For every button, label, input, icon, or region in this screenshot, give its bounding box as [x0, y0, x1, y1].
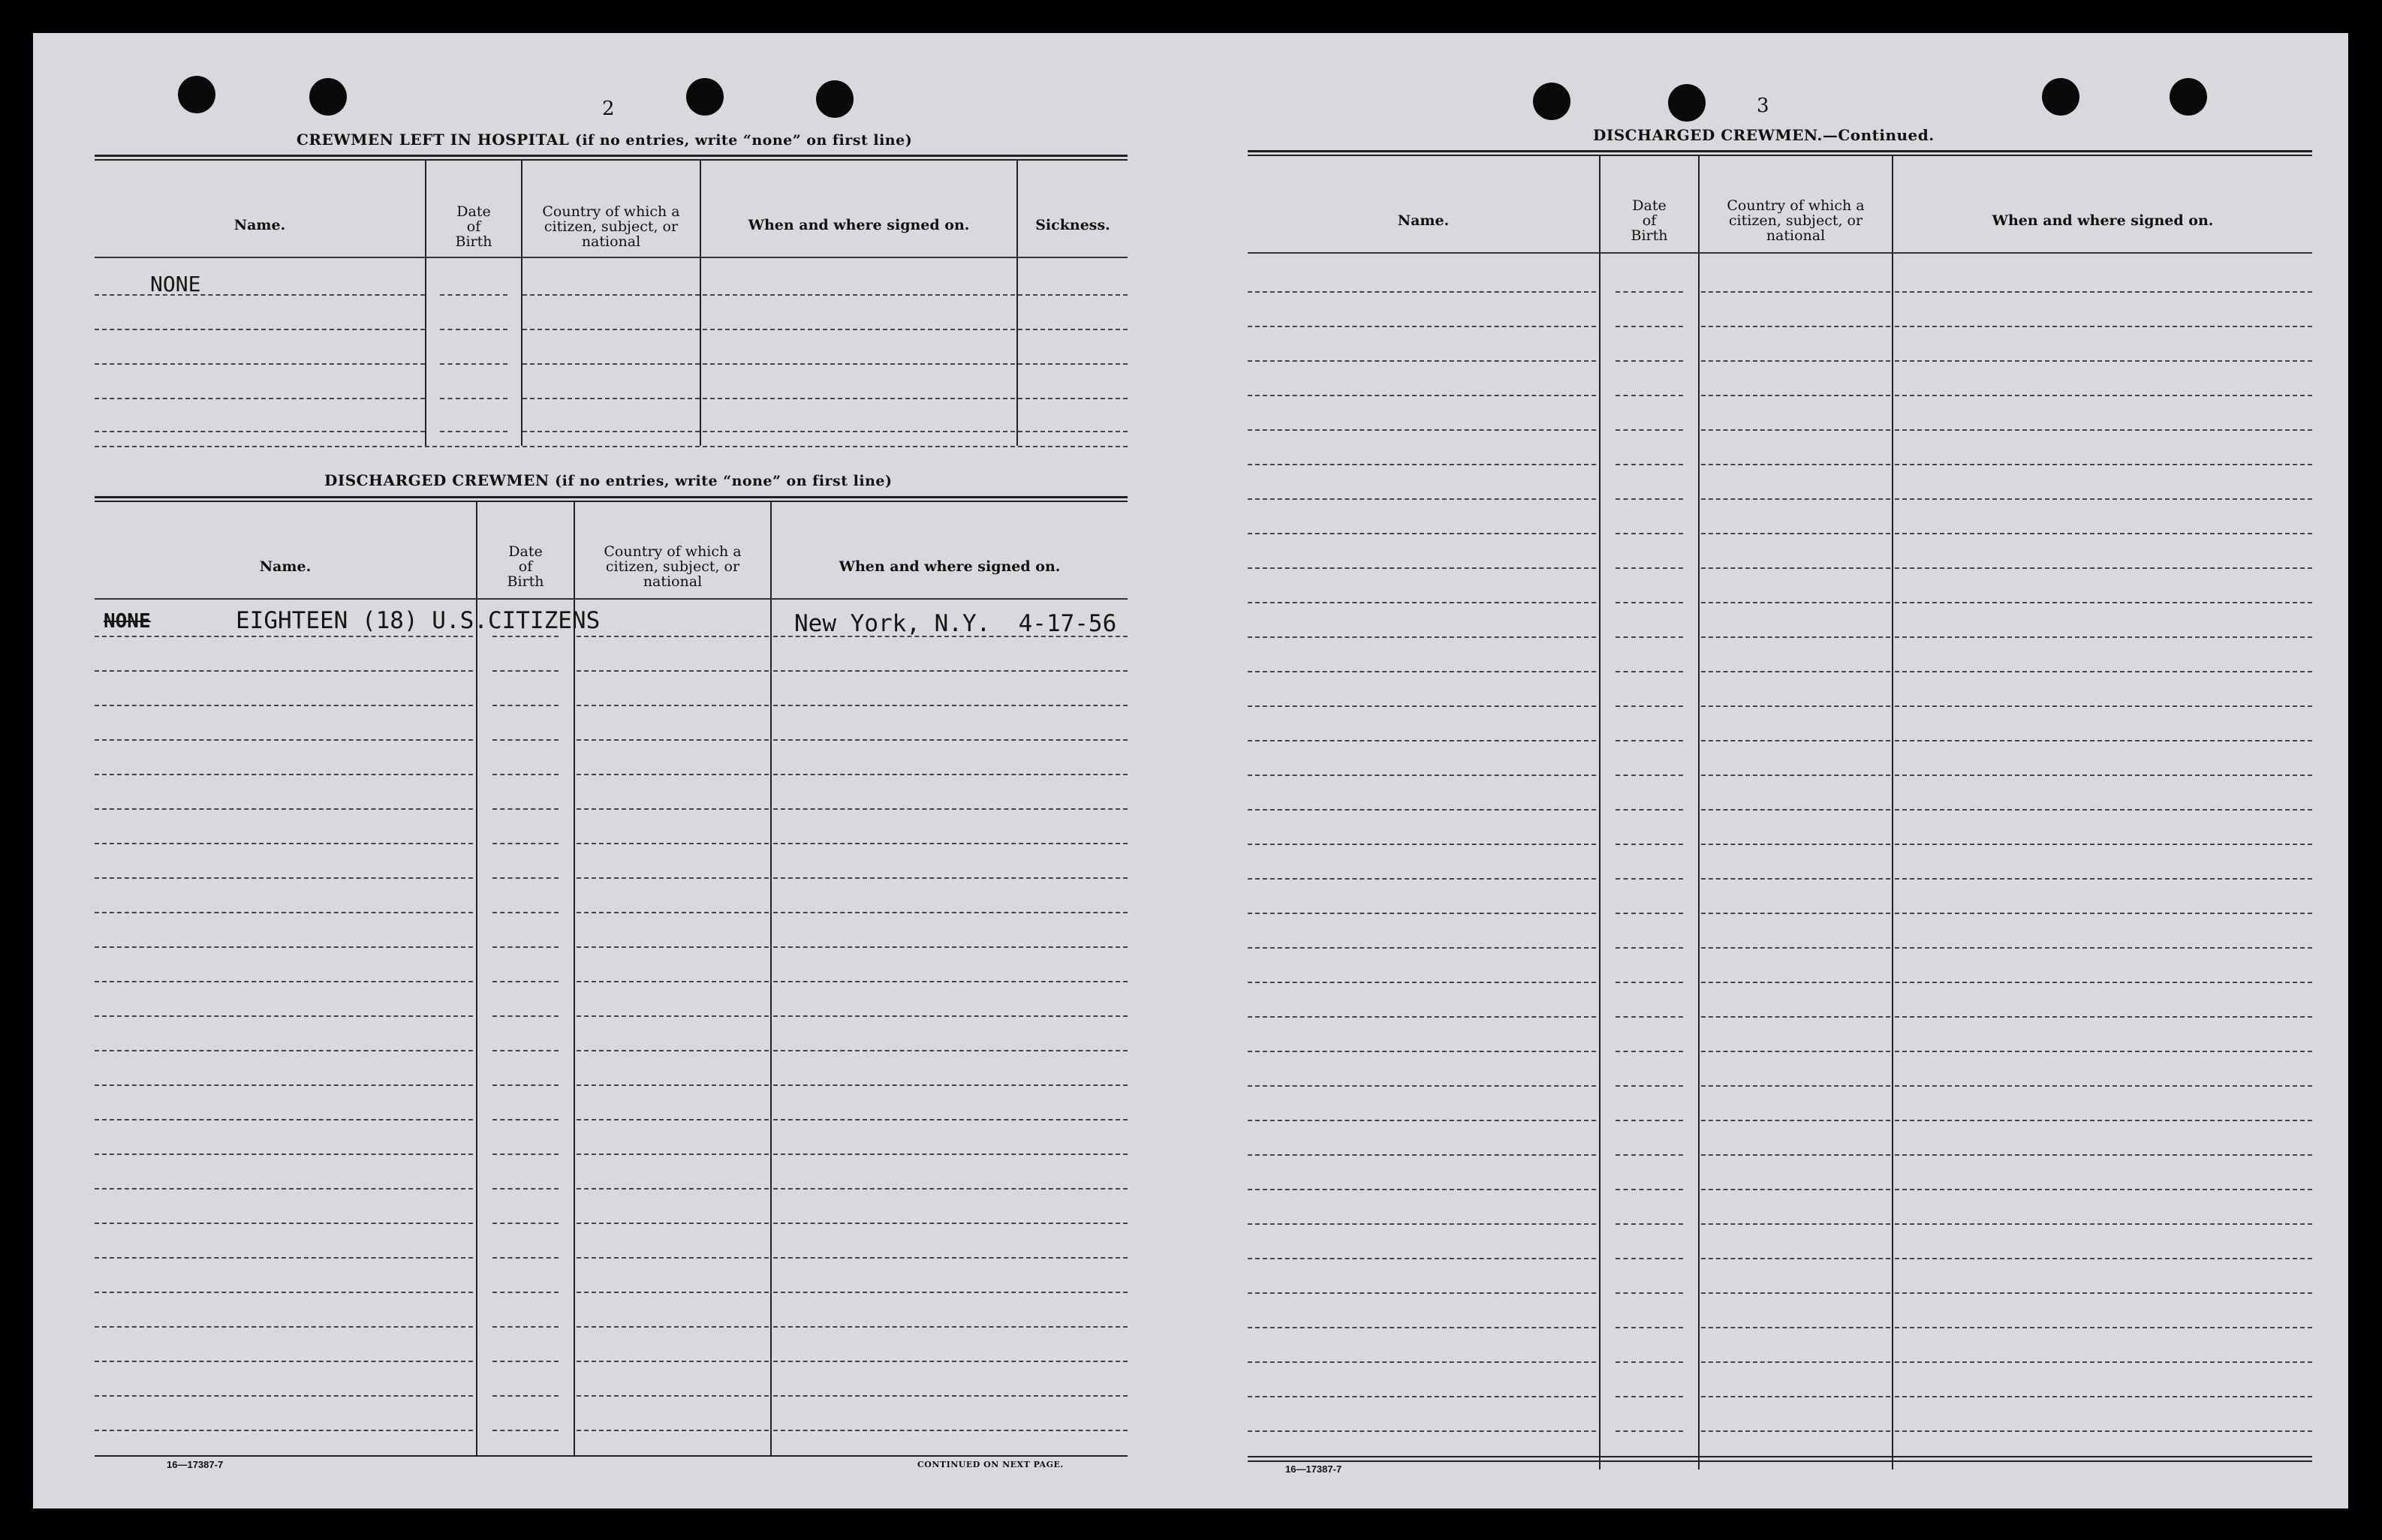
- entry-line: [773, 877, 1128, 879]
- entry-line: [1701, 1292, 1890, 1294]
- entry-line: [1248, 1016, 1596, 1018]
- entry-line: [577, 1119, 769, 1120]
- entry-line: [1616, 947, 1683, 949]
- entry-line: [577, 705, 769, 706]
- entry-line: [1895, 1223, 2312, 1225]
- entry-line: [1248, 1154, 1596, 1156]
- entry-line: [1248, 913, 1596, 914]
- entry-line: [1895, 1430, 2312, 1432]
- entry-line: [1701, 1327, 1890, 1328]
- punch-hole: [2042, 78, 2079, 116]
- entry-line: [1895, 1396, 2312, 1397]
- punch-hole: [178, 76, 215, 113]
- entry-line: [1895, 636, 2312, 638]
- entry-line: [1616, 567, 1683, 569]
- col-header-signed: When and where signed on.: [1992, 212, 2214, 229]
- col-header-country: Country of which a citizen, subject, or national: [604, 543, 742, 590]
- entry-line: [1701, 602, 1890, 603]
- entry-line: [1616, 1258, 1683, 1259]
- entry-line: [577, 670, 769, 672]
- entry-line: [1895, 947, 2312, 949]
- continued-note: CONTINUED ON NEXT PAGE.: [917, 1460, 1064, 1469]
- entry-line: [1701, 982, 1890, 983]
- entry-line: [1895, 1258, 2312, 1259]
- entry-line: [1895, 326, 2312, 327]
- entry-line: [1701, 533, 1890, 534]
- entry-line: [1248, 498, 1596, 500]
- entry-line: [1701, 326, 1890, 327]
- entry-line: [773, 774, 1128, 775]
- entry-line: [1248, 1258, 1596, 1259]
- continued-section-title: DISCHARGED CREWMEN.—Continued.: [1593, 126, 1935, 144]
- entry-line: [1895, 1120, 2312, 1121]
- hospital-title-text: CREWMEN LEFT IN HOSPITAL: [297, 131, 570, 149]
- entry-line: [492, 1119, 559, 1120]
- entry-line: [773, 912, 1128, 913]
- entry-line: [773, 1292, 1128, 1293]
- entry-line: [492, 1084, 559, 1086]
- entry-line: [1701, 671, 1890, 672]
- punch-hole: [309, 78, 347, 116]
- entry-line: [492, 705, 559, 706]
- col-header-dob: Date of Birth: [455, 203, 492, 250]
- entry-line: [1895, 533, 2312, 534]
- entry-line: [1616, 1327, 1683, 1328]
- entry-line: [1701, 1051, 1890, 1052]
- entry-line: [1895, 913, 2312, 914]
- entry-line: [1248, 947, 1596, 949]
- entry-line: [773, 981, 1128, 982]
- entry-line: [773, 843, 1128, 844]
- entry-line: [1895, 671, 2312, 672]
- entry-line: [95, 1015, 473, 1017]
- entry-line: [1616, 498, 1683, 500]
- entry-line: [1701, 567, 1890, 569]
- entry-line: [1701, 809, 1890, 811]
- discharged-entry-signed: New York, N.Y. 4-17-56: [794, 610, 1117, 637]
- entry-line: [1701, 1085, 1890, 1087]
- punch-hole: [686, 78, 724, 116]
- col-header-dob: Date of Birth: [507, 543, 544, 590]
- entry-line: [1895, 1189, 2312, 1190]
- entry-line: [1248, 429, 1596, 431]
- entry-line: [1616, 395, 1683, 396]
- page-number: 2: [602, 98, 615, 120]
- entry-line: [773, 1153, 1128, 1155]
- entry-line: [1701, 291, 1890, 293]
- entry-line: [1616, 291, 1683, 293]
- entry-line: [773, 1188, 1128, 1190]
- entry-line: [1248, 291, 1596, 293]
- entry-line: [1701, 1223, 1890, 1225]
- entry-line: [1895, 705, 2312, 707]
- entry-line: [1701, 498, 1890, 500]
- entry-line: [1616, 1154, 1683, 1156]
- entry-line: [95, 670, 473, 672]
- entry-line: [95, 877, 473, 879]
- entry-line: [492, 808, 559, 810]
- entry-line: [1895, 567, 2312, 569]
- entry-line: [1616, 464, 1683, 465]
- entry-line: [1701, 878, 1890, 880]
- hospital-entry: NONE: [150, 272, 201, 296]
- discharged-table: [95, 496, 1128, 1472]
- entry-line: [577, 1361, 769, 1362]
- entry-line: [95, 1119, 473, 1120]
- entry-line: [492, 1050, 559, 1051]
- entry-line: [773, 1223, 1128, 1224]
- entry-line: [1616, 1396, 1683, 1397]
- entry-line: [95, 1050, 473, 1051]
- entry-line: [577, 946, 769, 948]
- form-number: 16—17387-7: [167, 1459, 224, 1470]
- entry-line: [577, 1430, 769, 1431]
- entry-line: [95, 739, 473, 741]
- entry-line: [1248, 705, 1596, 707]
- entry-line: [492, 912, 559, 913]
- punch-hole: [1668, 84, 1706, 122]
- col-header-country: Country of which a citizen, subject, or national: [1727, 197, 1865, 244]
- entry-line: [773, 1257, 1128, 1259]
- entry-line: [1895, 878, 2312, 880]
- entry-line: [1701, 464, 1890, 465]
- entry-line: [773, 670, 1128, 672]
- entry-line: [492, 1292, 559, 1293]
- entry-line: [95, 1223, 473, 1224]
- entry-line: [1895, 982, 2312, 983]
- entry-line: [492, 1361, 559, 1362]
- entry-line: [492, 946, 559, 948]
- entry-line: [1895, 498, 2312, 500]
- entry-line: [1616, 326, 1683, 327]
- entry-line: [773, 1395, 1128, 1397]
- entry-line: [1895, 809, 2312, 811]
- entry-line: [492, 636, 559, 637]
- entry-line: [1616, 671, 1683, 672]
- entry-line: [492, 670, 559, 672]
- entry-line: [95, 912, 473, 913]
- entry-line: [577, 1395, 769, 1397]
- entry-line: [492, 1015, 559, 1017]
- entry-line: [492, 1326, 559, 1328]
- entry-line: [1248, 636, 1596, 638]
- entry-line: [577, 774, 769, 775]
- entry-line: [1616, 636, 1683, 638]
- entry-line: [492, 1188, 559, 1190]
- entry-line: [95, 1153, 473, 1155]
- entry-line: [577, 912, 769, 913]
- entry-line: [1616, 429, 1683, 431]
- hospital-instruction: (if no entries, write “none” on first line): [574, 132, 913, 149]
- entry-line: [1616, 740, 1683, 741]
- entry-line: [1701, 636, 1890, 638]
- entry-line: [577, 1153, 769, 1155]
- entry-line: [1248, 1223, 1596, 1225]
- entry-line: [95, 1361, 473, 1362]
- entry-line: [773, 1430, 1128, 1431]
- entry-line: [577, 1015, 769, 1017]
- col-header-dob: Date of Birth: [1631, 197, 1668, 244]
- entry-line: [95, 1430, 473, 1431]
- entry-line: [773, 808, 1128, 810]
- entry-line: [1616, 533, 1683, 534]
- discharged-section-title: [324, 471, 892, 489]
- entry-line: [1616, 1016, 1683, 1018]
- col-header-name: Name.: [1397, 212, 1450, 229]
- entry-line: [492, 739, 559, 741]
- entry-line: [1895, 429, 2312, 431]
- entry-line: [1616, 360, 1683, 362]
- entry-line: [492, 1257, 559, 1259]
- document-scan: [33, 33, 2348, 1508]
- entry-line: [1248, 775, 1596, 776]
- entry-line: [1616, 775, 1683, 776]
- entry-line: [95, 1084, 473, 1086]
- entry-line: [773, 739, 1128, 741]
- entry-line: [1701, 360, 1890, 362]
- entry-line: [95, 946, 473, 948]
- entry-line: [1248, 533, 1596, 534]
- entry-line: [1248, 844, 1596, 845]
- struck-entry: NONE: [104, 610, 151, 633]
- entry-line: [1701, 1189, 1890, 1190]
- entry-line: [1895, 1016, 2312, 1018]
- punch-hole: [1533, 83, 1570, 120]
- entry-line: [1248, 1292, 1596, 1294]
- col-header-signed: When and where signed on.: [839, 558, 1061, 575]
- entry-line: [1895, 1327, 2312, 1328]
- entry-line: [773, 1361, 1128, 1362]
- entry-line: [1248, 809, 1596, 811]
- entry-line: [1248, 326, 1596, 327]
- entry-line: [492, 1153, 559, 1155]
- entry-line: [1248, 1361, 1596, 1363]
- entry-line: [577, 1326, 769, 1328]
- entry-line: [577, 877, 769, 879]
- entry-line: [577, 1292, 769, 1293]
- entry-line: [1248, 395, 1596, 396]
- entry-line: [1701, 1016, 1890, 1018]
- entry-line: [492, 981, 559, 982]
- entry-line: [1248, 1051, 1596, 1052]
- entry-line: [1248, 878, 1596, 880]
- entry-line: [95, 705, 473, 706]
- col-header-name: Name.: [259, 558, 312, 575]
- entry-line: [95, 843, 473, 844]
- entry-line: [1895, 1361, 2312, 1363]
- entry-line: [773, 1326, 1128, 1328]
- entry-line: [1895, 395, 2312, 396]
- entry-line: [1701, 947, 1890, 949]
- entry-line: [773, 1050, 1128, 1051]
- entry-line: [1701, 844, 1890, 845]
- entry-line: [773, 1015, 1128, 1017]
- entry-line: [1248, 1189, 1596, 1190]
- entry-line: [1616, 1085, 1683, 1087]
- entry-line: [1616, 982, 1683, 983]
- entry-line: [1616, 1292, 1683, 1294]
- entry-line: [577, 1084, 769, 1086]
- entry-line: [1895, 1085, 2312, 1087]
- entry-line: [95, 1188, 473, 1190]
- entry-line: [1701, 1430, 1890, 1432]
- entry-line: [577, 636, 769, 637]
- entry-line: [1248, 1430, 1596, 1432]
- entry-line: [577, 1050, 769, 1051]
- entry-line: [1895, 1051, 2312, 1052]
- col-header-country: Country of which a citizen, subject, or national: [542, 203, 680, 250]
- entry-line: [95, 636, 473, 637]
- entry-line: [1895, 291, 2312, 293]
- entry-line: [492, 774, 559, 775]
- entry-line: [1616, 844, 1683, 845]
- entry-line: [1616, 602, 1683, 603]
- discharged-instruction: (if no entries, write “none” on first line): [555, 473, 893, 489]
- entry-line: [1248, 567, 1596, 569]
- entry-line: [492, 1395, 559, 1397]
- entry-line: [1701, 429, 1890, 431]
- entry-line: [773, 946, 1128, 948]
- entry-line: [1701, 395, 1890, 396]
- entry-line: [95, 808, 473, 810]
- entry-line: [1701, 1258, 1890, 1259]
- entry-line: [1616, 705, 1683, 707]
- form-number: 16—17387-7: [1285, 1463, 1342, 1475]
- entry-line: [1895, 1154, 2312, 1156]
- entry-line: [1701, 1396, 1890, 1397]
- entry-line: [1248, 464, 1596, 465]
- entry-line: [1616, 809, 1683, 811]
- entry-line: [577, 843, 769, 844]
- entry-line: [1895, 740, 2312, 741]
- entry-line: [1248, 1120, 1596, 1121]
- entry-line: [492, 1223, 559, 1224]
- entry-line: [1701, 775, 1890, 776]
- entry-line: [1248, 740, 1596, 741]
- hospital-table: [95, 155, 1128, 455]
- hospital-section-title: [297, 131, 912, 149]
- entry-line: [1701, 1154, 1890, 1156]
- col-header-sickness: Sickness.: [1035, 217, 1110, 233]
- entry-line: [1248, 1396, 1596, 1397]
- entry-line: [773, 1119, 1128, 1120]
- entry-line: [1248, 982, 1596, 983]
- entry-line: [1895, 1292, 2312, 1294]
- entry-line: [1701, 1120, 1890, 1121]
- entry-line: [1616, 1223, 1683, 1225]
- entry-line: [1248, 671, 1596, 672]
- entry-line: [95, 1257, 473, 1259]
- entry-line: [1895, 602, 2312, 603]
- entry-line: [1616, 1430, 1683, 1432]
- entry-line: [1616, 1120, 1683, 1121]
- entry-line: [577, 808, 769, 810]
- entry-line: [577, 1257, 769, 1259]
- entry-line: [95, 1395, 473, 1397]
- entry-line: [1895, 844, 2312, 845]
- entry-line: [577, 739, 769, 741]
- entry-line: [577, 1188, 769, 1190]
- entry-line: [773, 1084, 1128, 1086]
- entry-line: [95, 1292, 473, 1293]
- entry-line: [1895, 775, 2312, 776]
- entry-line: [773, 705, 1128, 706]
- discharged-continued-table: [1248, 150, 2312, 1471]
- entry-line: [1616, 913, 1683, 914]
- entry-line: [1895, 360, 2312, 362]
- entry-line: [1248, 1327, 1596, 1328]
- entry-line: [1701, 705, 1890, 707]
- entry-line: [95, 774, 473, 775]
- punch-hole: [2170, 78, 2207, 116]
- entry-line: [1701, 740, 1890, 741]
- discharged-title-text: DISCHARGED CREWMEN: [324, 471, 550, 489]
- entry-line: [1616, 1361, 1683, 1363]
- entry-line: [577, 981, 769, 982]
- entry-line: [577, 1223, 769, 1224]
- entry-line: [1895, 464, 2312, 465]
- entry-line: [1248, 1085, 1596, 1087]
- entry-line: [1616, 878, 1683, 880]
- discharged-entry-name: EIGHTEEN (18) U.S.CITIZENS: [236, 607, 601, 634]
- col-header-signed: When and where signed on.: [748, 217, 970, 233]
- entry-line: [1616, 1051, 1683, 1052]
- entry-line: [492, 1430, 559, 1431]
- entry-line: [1248, 602, 1596, 603]
- entry-line: [492, 877, 559, 879]
- entry-line: [95, 1326, 473, 1328]
- col-header-name: Name.: [233, 217, 286, 233]
- entry-line: [1616, 1189, 1683, 1190]
- entry-line: [1701, 913, 1890, 914]
- entry-line: [95, 981, 473, 982]
- page-number: 3: [1757, 95, 1769, 117]
- entry-line: [1701, 1361, 1890, 1363]
- entry-line: [1248, 360, 1596, 362]
- punch-hole: [816, 80, 854, 118]
- entry-line: [492, 843, 559, 844]
